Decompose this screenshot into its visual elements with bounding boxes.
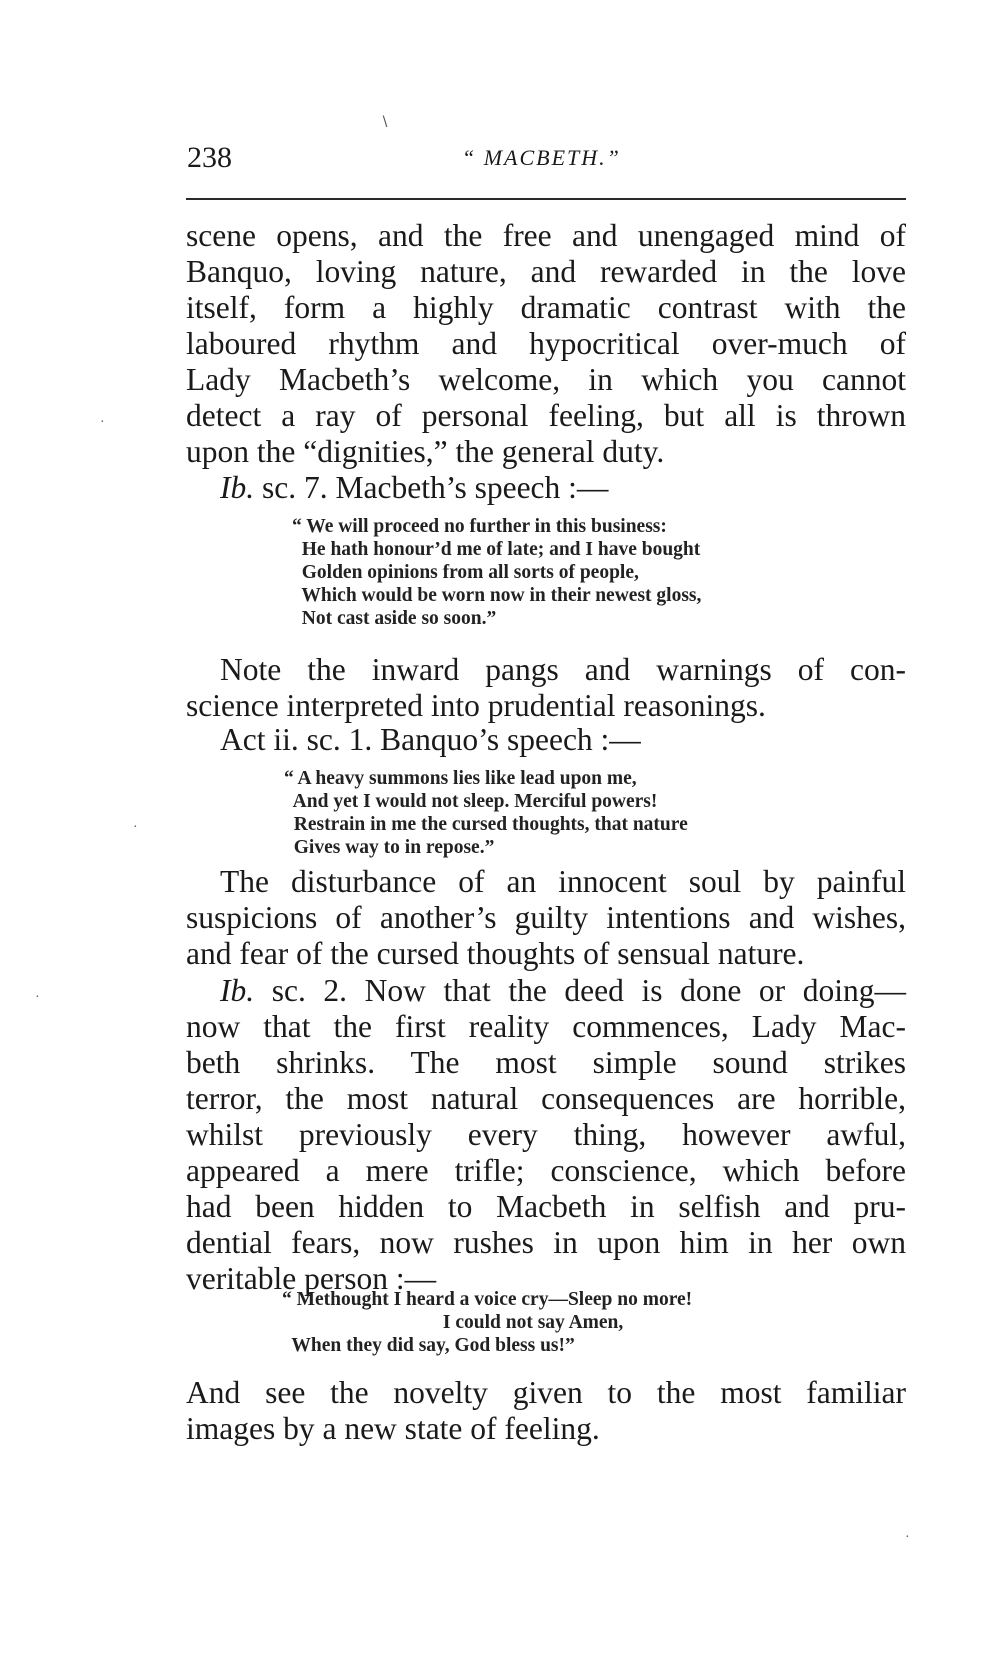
quote-line: And yet I would not sleep. Merciful powers! (284, 791, 658, 812)
ref-abbr: Ib. (220, 470, 255, 505)
text-line: detect a ray of personal feeling, but all is thrown (186, 398, 906, 433)
paragraph-3 (186, 864, 906, 972)
text-line: And see the novelty given to the most familiar (186, 1375, 906, 1410)
quote-line: Which would be worn now in their newest gloss, (292, 585, 702, 606)
text-line: dential fears, now rushes in upon him in her own (186, 1225, 906, 1260)
text-line: whilst previously every thing, however awful, (186, 1117, 906, 1152)
scan-speck: · (100, 415, 105, 430)
text-line: Lady Macbeth’s welcome, in which you cannot (186, 362, 906, 397)
text-line: now that the first reality commences, Lady Mac- (186, 1009, 906, 1044)
text-line: itself, form a highly dramatic contrast with the (186, 290, 906, 325)
paragraph-1 (186, 218, 906, 470)
paragraph-2 (186, 652, 906, 724)
page-number: 238 (187, 141, 232, 174)
reference-2 (186, 722, 906, 758)
text-segment: sc. 2. Now that the deed is done or doing— (254, 973, 906, 1008)
text-line: Note the inward pangs and warnings of con- (220, 652, 906, 687)
quote-line: Golden opinions from all sorts of people, (292, 562, 639, 583)
text-line: images by a new state of feeling. (186, 1411, 600, 1446)
text-line: science interpreted into prudential reasonings. (186, 688, 766, 723)
quote-line: Restrain in me the cursed thoughts, that nature (284, 814, 688, 835)
quote-line: Not cast aside so soon.” (292, 608, 497, 629)
paragraph-4 (186, 973, 906, 1297)
running-head: “ MACBETH.” (462, 145, 621, 170)
quote-line: Gives way to in repose.” (284, 837, 495, 858)
text-line: veritable person :— (186, 1261, 437, 1296)
quote-line: When they did say, God bless us!” (282, 1335, 575, 1356)
block-quote-2 (284, 767, 688, 859)
quote-line: “ We will proceed no further in this business: (292, 516, 667, 537)
quote-line: “ A heavy summons lies like lead upon me, (284, 768, 637, 789)
ref-text: sc. 7. Macbeth’s speech :— (254, 470, 609, 505)
ref-abbr: Ib. (220, 973, 255, 1008)
scan-speck: · (35, 990, 40, 1005)
text-line: suspicions of another’s guilty intentions and wishes, (186, 900, 906, 935)
text-line: Banquo, loving nature, and rewarded in the love (186, 254, 906, 289)
text-line: beth shrinks. The most simple sound strikes (186, 1045, 906, 1080)
header-rule (186, 198, 906, 200)
text-line: upon the “dignities,” the general duty. (186, 434, 665, 469)
text-line: laboured rhythm and hypocritical over-much of (186, 326, 906, 361)
text-line: terror, the most natural consequences are horrible, (186, 1081, 906, 1116)
quote-line: “ Methought I heard a voice cry—Sleep no more! (282, 1289, 693, 1310)
block-quote-1 (292, 515, 701, 630)
text-line: appeared a mere trifle; conscience, which before (186, 1153, 906, 1188)
text-line: scene opens, and the free and unengaged mind of (186, 218, 906, 253)
text-line (186, 973, 906, 1009)
paragraph-5 (186, 1375, 906, 1447)
text-line: and fear of the cursed thoughts of sensual nature. (186, 936, 805, 971)
ref-text: Act ii. sc. 1. Banquo’s speech :— (220, 722, 641, 757)
block-quote-3 (282, 1288, 692, 1357)
quote-line: I could not say Amen, (282, 1312, 624, 1333)
scan-speck: · (133, 820, 138, 835)
scan-speck: · (905, 1530, 910, 1545)
text-line: had been hidden to Macbeth in selfish and pru- (186, 1189, 906, 1224)
text-line: The disturbance of an innocent soul by painful (220, 864, 906, 899)
reference-1 (186, 470, 906, 506)
scan-speck: ∖ (380, 115, 389, 130)
quote-line: He hath honour’d me of late; and I have bought (292, 539, 701, 560)
